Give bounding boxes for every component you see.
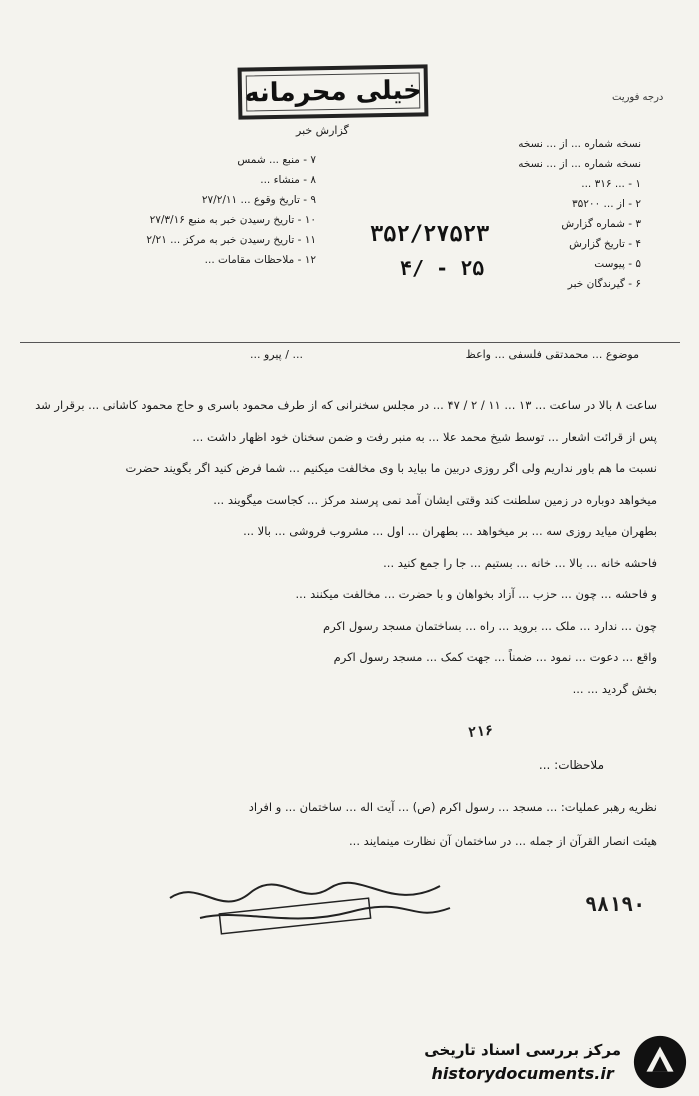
left-field: ۱۰ - تاریخ رسیدن خبر به منبع ۲۷/۳/۱۶ bbox=[149, 214, 316, 226]
footer-text bbox=[424, 1038, 621, 1086]
handwritten-date: ۴/ - ۲۵ bbox=[400, 256, 485, 280]
report-body bbox=[17, 390, 657, 705]
right-field: ۲ - از ... ۳۵۲۰۰ bbox=[572, 198, 641, 210]
right-field: ۴ - تاریخ گزارش bbox=[569, 238, 641, 250]
left-field: ۹ - تاریخ وقوع ... ۲۷/۲/۱۱ bbox=[201, 194, 316, 206]
left-field: ۷ - منبع ... شمس bbox=[237, 154, 316, 166]
body-line: فاحشه خانه ... بالا ... خانه ... بستیم ... جا را جمع کنید ... bbox=[383, 555, 657, 570]
body-line: چون ... ندارد ... ملک ... بروید ... راه ... بساختمان مسجد رسول اکرم bbox=[323, 618, 657, 633]
note-line: هیئت انصار القرآن از جمله ... در ساختمان آن نظارت مینمایند ... bbox=[349, 834, 657, 848]
operations-opinion bbox=[17, 790, 657, 858]
archive-footer bbox=[389, 1032, 689, 1092]
body-line: نسبت ما هم باور نداریم ولی اگر روزی دربین ما بیاید با وی مخالفت میکنیم ... شما فرض کنید اگر بگویند حضرت bbox=[125, 461, 657, 475]
right-field: نسخه شماره ... از ... نسخه bbox=[518, 138, 641, 150]
left-field: ۸ - منشاء ... bbox=[260, 174, 316, 186]
classification-stamp bbox=[238, 64, 429, 119]
stamp-border bbox=[243, 72, 423, 111]
body-line: بخش گردید ... ... bbox=[572, 681, 657, 696]
stamp-text: خیلی محرمانه bbox=[243, 75, 423, 109]
right-fields bbox=[341, 134, 641, 294]
left-field: ۱۲ - ملاحظات مقامات ... bbox=[204, 254, 316, 266]
archive-title: مرکز بررسی اسناد تاریخی bbox=[424, 1041, 621, 1059]
subject-reference: ... / پیرو ... bbox=[250, 348, 303, 361]
right-field: ۳ - شماره گزارش bbox=[561, 218, 641, 230]
right-field: نسخه شماره ... از ... نسخه bbox=[518, 158, 641, 170]
section-divider bbox=[20, 342, 680, 343]
note-line: نظریه رهبر عملیات: ... مسجد ... رسول اکرم (ص) ... آیت اله ... ساختمان ... و افراد bbox=[248, 800, 657, 814]
notes-label: ملاحظات: ... bbox=[538, 758, 604, 772]
body-line: پس از قرائت اشعار ... توسط شیخ محمد علا ... به منبر رفت و ضمن سخنان خود اظهار داشت ... bbox=[192, 429, 657, 444]
report-type-label: گزارش خبر bbox=[296, 124, 349, 137]
handwritten-signature bbox=[160, 868, 460, 938]
right-field: ۶ - گیرندگان خبر bbox=[567, 278, 641, 290]
body-line: و فاحشه ... چون ... حزب ... آزاد بخواهان و با حضرت ... مخالفت میکنند ... bbox=[295, 587, 657, 601]
body-line: بطهران میاید روزی سه ... بر میخواهد ... بطهران ... اول ... مشروب فروشی ... بالا ... bbox=[243, 524, 657, 538]
body-line: ساعت ۸ بالا در ساعت ... ۱۳ ... ۱۱ / ۲ / ۴۷ ... در مجلس سخنرانی که از طرف محمود باسری و حاج محمود کاشانی ... برقرار شد bbox=[35, 398, 657, 412]
left-field: ۱۱ - تاریخ رسیدن خبر به مرکز ... ۲/۲۱ bbox=[146, 234, 316, 246]
archive-url: historydocuments.ir bbox=[431, 1064, 614, 1083]
subject-line: موضوع ... محمدتقی فلسفی ... واعظ bbox=[465, 348, 639, 361]
left-fields bbox=[16, 150, 316, 270]
body-line: واقع ... دعوت ... نمود ... ضمناً ... جهت کمک ... مسجد رسول اکرم bbox=[333, 650, 657, 664]
handwritten-note-number: ۲۱۶ bbox=[467, 722, 495, 742]
body-line: میخواهد دوباره در زمین سلطنت کند وقتی ایشان آمد نمی پرسند مرکز ... کجاست میگویند ... bbox=[213, 492, 657, 507]
handwritten-report-number: ۳۵۲/۲۷۵۲۳ bbox=[370, 222, 490, 247]
archive-logo-icon bbox=[631, 1033, 689, 1091]
right-field: ۵ - پیوست bbox=[594, 258, 641, 270]
urgency-label: درجه فوریت bbox=[612, 92, 664, 103]
right-field: ۱ - ... ۳۱۶ ... bbox=[581, 178, 641, 190]
document-serial-number: ۹۸۱۹۰ bbox=[585, 892, 646, 916]
